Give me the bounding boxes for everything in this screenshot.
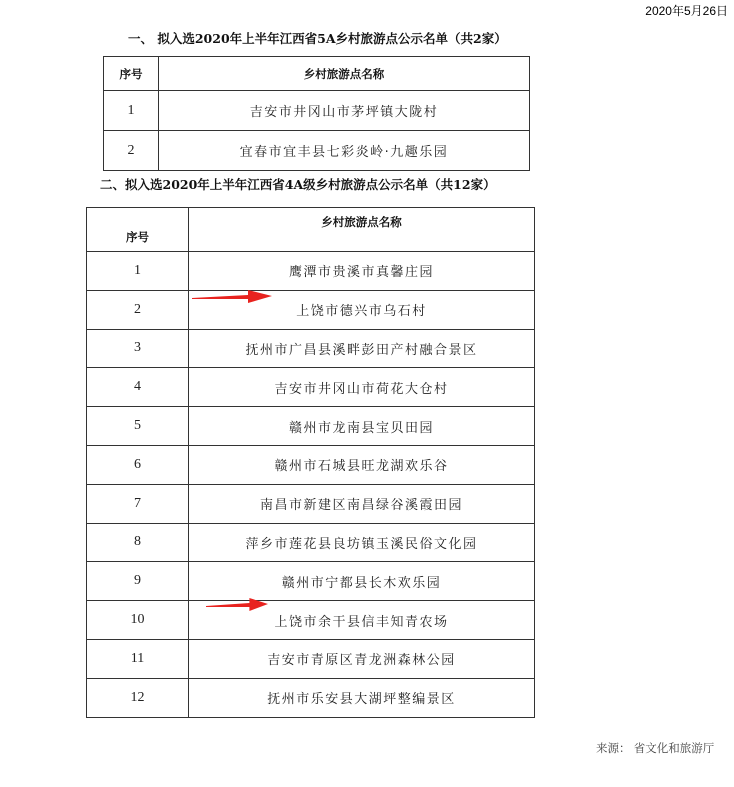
row-name: 南昌市新建区南昌绿谷溪霞田园: [189, 484, 535, 523]
table-row: [87, 329, 535, 368]
row-name: 赣州市龙南县宝贝田园: [189, 407, 535, 446]
row-number: 8: [87, 523, 189, 562]
table-row: [87, 639, 535, 678]
table-row: [87, 445, 535, 484]
table-header-row: [104, 57, 530, 91]
table-5a-list: [103, 56, 530, 171]
row-number: 1: [87, 252, 189, 291]
table-row: [87, 252, 535, 291]
row-name: 吉安市井冈山市茅坪镇大陇村: [159, 91, 530, 131]
source-note: 来源： 省文化和旅游厅: [596, 743, 715, 755]
row-name: 宜春市宜丰县七彩炎岭·九趣乐园: [159, 131, 530, 171]
row-number: 3: [87, 329, 189, 368]
column-header-number: 序号: [87, 208, 189, 252]
table-row: [87, 562, 535, 601]
column-header-name: 乡村旅游点名称: [159, 57, 530, 91]
row-number: 7: [87, 484, 189, 523]
row-name: 赣州市宁都县长木欢乐园: [189, 562, 535, 601]
row-number: 4: [87, 368, 189, 407]
table-row: [87, 368, 535, 407]
row-number: 2: [104, 131, 159, 171]
section1-title: 一、 拟入选2020年上半年江西省5A乡村旅游点公示名单（共2家）: [128, 31, 507, 46]
table-row: [87, 484, 535, 523]
row-name: 抚州市乐安县大湖坪整编景区: [189, 678, 535, 717]
publish-date: 2020年5月26日: [645, 4, 728, 18]
row-number: 6: [87, 445, 189, 484]
red-arrow-icon: [192, 290, 272, 304]
table-row: [87, 290, 535, 329]
table-row: [87, 678, 535, 717]
column-header-number: 序号: [104, 57, 159, 91]
row-number: 1: [104, 91, 159, 131]
table-row: [87, 523, 535, 562]
row-number: 9: [87, 562, 189, 601]
table-row: [87, 601, 535, 640]
row-name: 萍乡市莲花县良坊镇玉溪民俗文化园: [189, 523, 535, 562]
row-number: 2: [87, 290, 189, 329]
table-header-row: [87, 208, 535, 252]
row-number: 12: [87, 678, 189, 717]
table-row: [87, 407, 535, 446]
row-name: 上饶市德兴市乌石村: [189, 290, 535, 329]
row-name: 上饶市余干县信丰知青农场: [189, 601, 535, 640]
row-name: 抚州市广昌县溪畔彭田产村融合景区: [189, 329, 535, 368]
row-name: 鹰潭市贵溪市真馨庄园: [189, 252, 535, 291]
row-number: 5: [87, 407, 189, 446]
red-arrow-icon: [206, 598, 268, 612]
row-name: 吉安市井冈山市荷花大仓村: [189, 368, 535, 407]
column-header-name: 乡村旅游点名称: [189, 208, 535, 252]
table-row: [104, 131, 530, 171]
row-name: 吉安市青原区青龙洲森林公园: [189, 639, 535, 678]
section2-title: 二、拟入选2020年上半年江西省4A级乡村旅游点公示名单（共12家）: [100, 177, 496, 192]
row-name: 赣州市石城县旺龙湖欢乐谷: [189, 445, 535, 484]
table-4a-list: [86, 207, 535, 718]
row-number: 10: [87, 601, 189, 640]
row-number: 11: [87, 639, 189, 678]
table-row: [104, 91, 530, 131]
